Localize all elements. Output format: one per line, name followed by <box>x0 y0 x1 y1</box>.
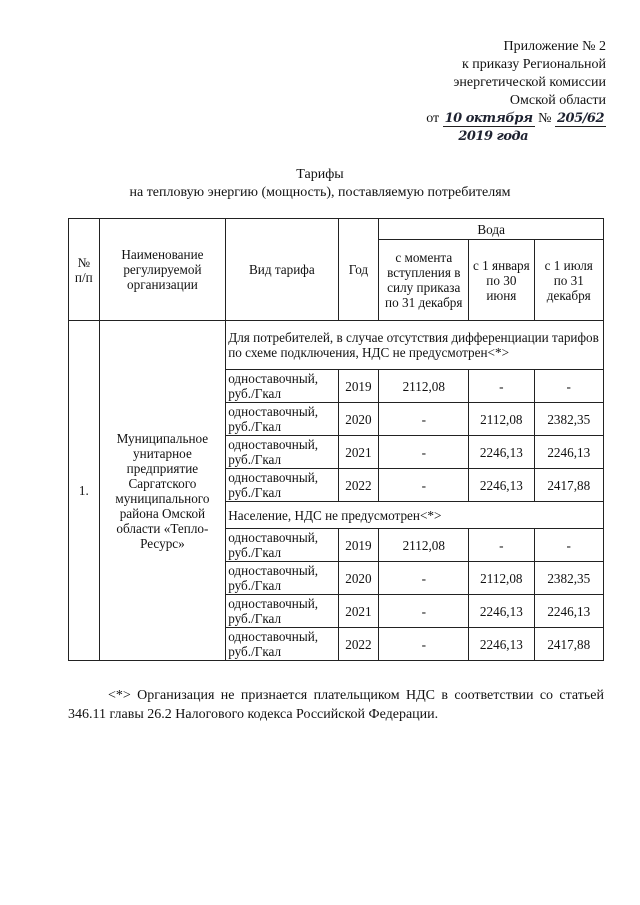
tariff-type-cell: одноставочный, руб./Гкал <box>226 370 338 403</box>
value-cell: 2112,08 <box>469 403 534 436</box>
value-cell: 2112,08 <box>469 562 534 595</box>
value-cell: 2246,13 <box>469 436 534 469</box>
handwritten-date: 10 октября <box>444 111 533 126</box>
number-prefix: № <box>538 111 552 126</box>
tariff-type-cell: одноставочный, руб./Гкал <box>226 403 338 436</box>
tariff-type-cell: одноставочный, руб./Гкал <box>226 562 338 595</box>
value-cell: 2417,88 <box>534 469 603 502</box>
header-number: № п/п <box>69 219 100 321</box>
year-cell: 2022 <box>338 628 379 661</box>
year-cell: 2021 <box>338 436 379 469</box>
handwritten-year: 2019 года <box>458 129 528 144</box>
header-organization: Наименование регулируемой организации <box>99 219 226 321</box>
value-cell: 2382,35 <box>534 403 603 436</box>
header-tariff-type: Вид тарифа <box>226 219 338 321</box>
value-cell: - <box>534 529 603 562</box>
document-subtitle: на тепловую энергию (мощность), поставляемую потребителям <box>129 185 511 200</box>
appendix-commission: энергетической комиссии <box>453 75 606 90</box>
handwritten-number: 205/62 <box>557 111 604 126</box>
value-cell: 2112,08 <box>379 529 469 562</box>
value-cell: - <box>469 370 534 403</box>
year-cell: 2022 <box>338 469 379 502</box>
year-cell: 2019 <box>338 529 379 562</box>
year-cell: 2021 <box>338 595 379 628</box>
date-prefix: от <box>426 111 440 126</box>
value-cell: 2246,13 <box>534 595 603 628</box>
value-cell: - <box>534 370 603 403</box>
header-period-3: с 1 июля по 31 декабря <box>534 240 603 321</box>
document-title: Тарифы <box>296 167 344 182</box>
value-cell: - <box>379 436 469 469</box>
footnote: <*> Организация не признается плательщиком НДС в соответствии со статьей 346.11 главы 26.2 Налогового кодекса Российской Федерации. <box>68 688 604 722</box>
order-year-line <box>426 128 606 146</box>
section-title: Для потребителей, в случае отсутствия дифференциации тарифов по схеме подключения, НДС не предусмотрен<*> <box>226 321 604 370</box>
value-cell: 2246,13 <box>534 436 603 469</box>
tariff-type-cell: одноставочный, руб./Гкал <box>226 595 338 628</box>
value-cell: 2382,35 <box>534 562 603 595</box>
section-title: Население, НДС не предусмотрен<*> <box>226 502 604 529</box>
value-cell: 2417,88 <box>534 628 603 661</box>
value-cell: - <box>379 562 469 595</box>
appendix-title: Приложение № 2 <box>503 39 606 54</box>
value-cell: 2246,13 <box>469 595 534 628</box>
value-cell: 2112,08 <box>379 370 469 403</box>
tariff-type-cell: одноставочный, руб./Гкал <box>226 436 338 469</box>
header-water-group: Вода <box>379 219 604 240</box>
year-cell: 2020 <box>338 562 379 595</box>
appendix-region: Омской области <box>509 93 606 108</box>
appendix-block <box>426 38 606 146</box>
value-cell: - <box>379 595 469 628</box>
header-period-1: с момента вступления в силу приказа по 31 декабря <box>379 240 469 321</box>
value-cell: 2246,13 <box>469 469 534 502</box>
appendix-order-ref: к приказу Региональной <box>461 57 606 72</box>
header-period-2: с 1 января по 30 июня <box>469 240 534 321</box>
header-row <box>69 219 604 240</box>
value-cell: - <box>469 529 534 562</box>
organization-name: Муниципальное унитарное предприятие Саргатского муниципального района Омской области «Тепло-Ресурс» <box>99 321 226 661</box>
order-date-line <box>426 110 606 128</box>
section-row <box>69 321 604 370</box>
tariff-type-cell: одноставочный, руб./Гкал <box>226 628 338 661</box>
value-cell: - <box>379 469 469 502</box>
tariffs-table <box>68 218 604 661</box>
header-year: Год <box>338 219 379 321</box>
value-cell: - <box>379 403 469 436</box>
tariff-type-cell: одноставочный, руб./Гкал <box>226 469 338 502</box>
value-cell: - <box>379 628 469 661</box>
row-number: 1. <box>69 321 100 661</box>
year-cell: 2019 <box>338 370 379 403</box>
value-cell: 2246,13 <box>469 628 534 661</box>
tariff-type-cell: одноставочный, руб./Гкал <box>226 529 338 562</box>
year-cell: 2020 <box>338 403 379 436</box>
